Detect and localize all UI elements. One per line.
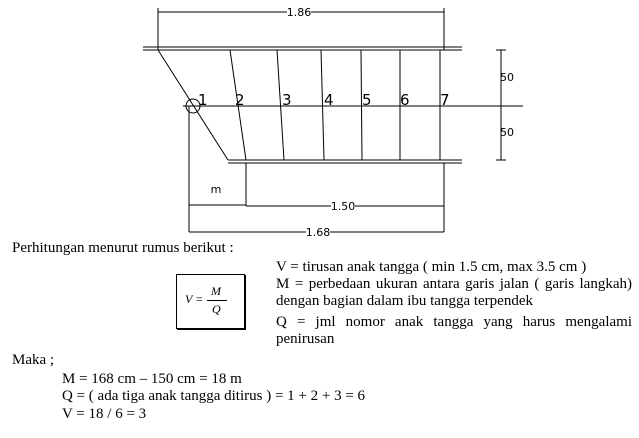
dimension-lower-height: 50 (500, 126, 514, 139)
dimension-upper-height: 50 (500, 71, 514, 84)
dimension-m-label: m (210, 183, 222, 196)
step-number: 1 (198, 91, 208, 109)
definition-q: Q = jml nomor anak tangga yang harus mengalami penirusan (276, 314, 632, 347)
formula-numerator: M (211, 284, 221, 298)
calculation-heading: Maka ; (12, 352, 55, 368)
dimension-bottom-length: 1.68 (305, 226, 331, 238)
step-number: 4 (324, 91, 334, 109)
definition-m: M = perbedaan ukuran antara garis jalan ( garis langkah) dengan bagian dalam ibu tangga terpendek (276, 276, 632, 309)
dimension-inner-length: 1.50 (330, 200, 356, 213)
step-number: 2 (235, 91, 245, 109)
dimension-top-width: 1.86 (286, 6, 312, 19)
intro-text: Perhitungan menurut rumus berikut : (12, 240, 234, 256)
calculation-line: Q = ( ada tiga anak tangga ditirus ) = 1 + 2 + 3 = 6 (62, 388, 366, 404)
step-number: 7 (440, 91, 450, 109)
step-number: 5 (362, 91, 372, 109)
step-number: 3 (282, 91, 292, 109)
fraction-line (207, 300, 227, 301)
formula-denominator: Q (212, 302, 221, 316)
calculation-line: M = 168 cm – 150 cm = 18 m (62, 371, 242, 387)
formula-lhs: V = (185, 292, 204, 306)
step-number: 6 (400, 91, 410, 109)
winder-diagonal (158, 50, 228, 160)
formula-box (176, 274, 245, 329)
calculation-line: V = 18 / 6 = 3 (62, 406, 147, 422)
definition-v: V = tirusan anak tangga ( min 1.5 cm, max 3.5 cm ) (276, 259, 587, 275)
